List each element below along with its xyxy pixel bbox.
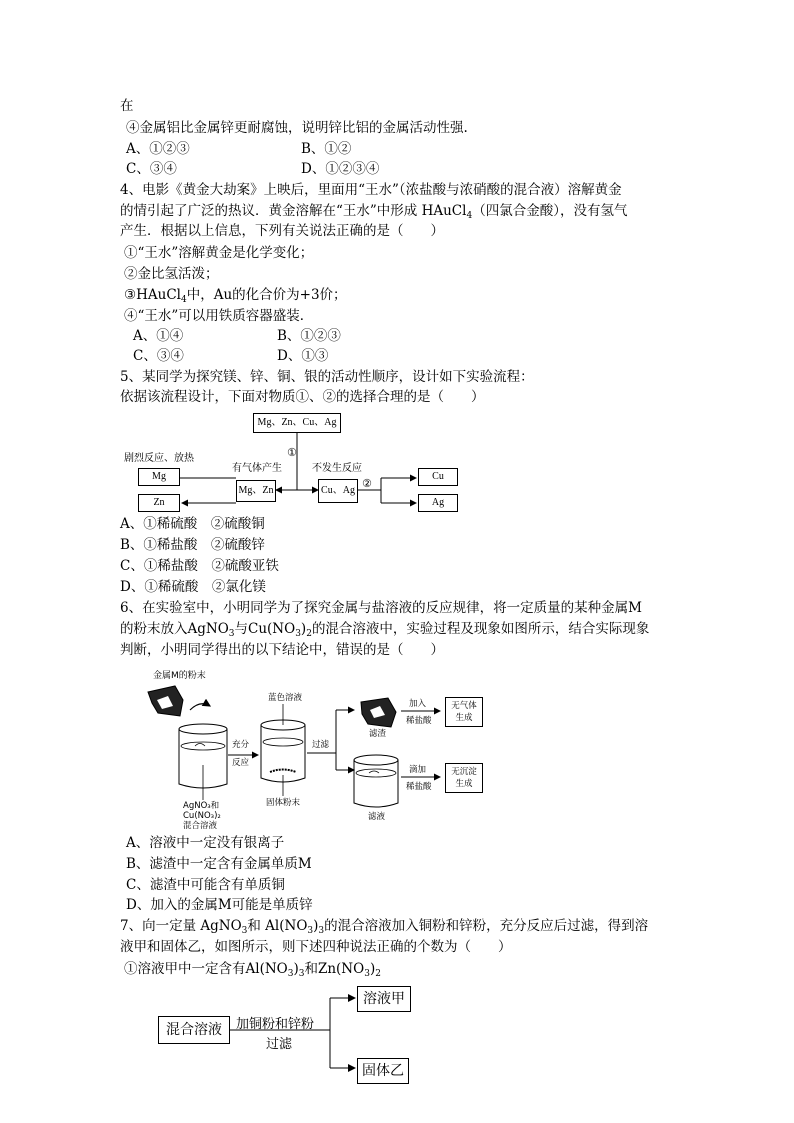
q6-label-mix-2: Cu(NO₃)₂ (183, 811, 221, 821)
q6-option-d: D、加入的金属M可能是单质锌 (126, 897, 313, 913)
q6-label-blue: 蓝色溶液 (268, 693, 303, 703)
q4-option-d: D、①③ (277, 348, 329, 364)
q4-option-c: C、③④ (133, 348, 184, 364)
q6-label-residue: 滤渣 (369, 729, 387, 739)
q6-label-drop-2: 稀盐酸 (406, 782, 432, 792)
q5-line-1: 5、某同学为探究镁、锌、铜、银的活动性顺序，设计如下实验流程： (120, 369, 534, 385)
q5-mark-1: ① (287, 446, 297, 459)
q3-option-b: B、①② (301, 141, 352, 157)
q6-label-solid: 固体粉末 (266, 798, 301, 808)
q6-label-react-2: 反应 (232, 758, 250, 768)
q6-label-filter: 过滤 (312, 740, 330, 750)
q6-option-c: C、滤渣中可能含有单质铜 (126, 877, 285, 893)
q5-box-cuag: Cu、Ag (318, 479, 358, 503)
q5-line-2: 依据该流程设计，下面对物质①、②的选择合理的是（ ） (120, 389, 485, 405)
q6-line-2: 的粉末放入AgNO$_3$与$Cu(NO_3)_2$的混合溶液中，实验过程及现象如图所示，结合实际现象 (120, 621, 650, 639)
q6-box-nogas: 无气体 生成 (445, 697, 483, 727)
q4-line-3: 产生．根据以上信息，下列有关说法正确的是（ ） (120, 223, 444, 239)
q5-box-top: Mg、Zn、Cu、Ag (253, 413, 341, 433)
q5-option-b: B、①稀盐酸 ②硫酸锌 (120, 537, 265, 553)
q6-label-mix-1: AgNO₃和 (183, 801, 220, 811)
q3-line-top: 在 (120, 98, 134, 114)
q5-box-mgzn: Mg、Zn (236, 480, 276, 502)
q5-label-noreact: 不发生反应 (312, 463, 362, 474)
q6-label-add-hcl-1: 加入 (409, 699, 427, 709)
q7-box-solid: 固体乙 (357, 1058, 409, 1084)
q6-label-react-1: 充分 (232, 740, 250, 750)
q4-option-a: A、①④ (133, 328, 184, 344)
q5-label-gas: 有气体产生 (232, 463, 282, 474)
q4-option-b: B、①②③ (277, 328, 341, 344)
q6-line-3: 判断，小明同学得出的以下结论中，错误的是（ ） (120, 642, 444, 658)
q6-line-1: 6、在实验室中，小明同学为了探究金属与盐溶液的反应规律，将一定质量的某种金属M (120, 600, 642, 616)
q4-line-1: 4、电影《黄金大劫案》上映后，里面用“王水”（浓盐酸与浓硝酸的混合液）溶解黄金 (120, 182, 622, 198)
q4-line-2: 的情引起了广泛的热议．黄金溶解在“王水”中形成 HAuCl$_4$（四氯合金酸），没有氢气 (120, 203, 628, 221)
q6-label-powder: 金属M的粉末 (153, 671, 206, 681)
q5-box-mg: Mg (138, 468, 180, 486)
q5-option-c: C、①稀盐酸 ②硫酸亚铁 (120, 558, 279, 574)
q4-statement-4: ④“王水”可以用铁质容器盛装． (124, 308, 314, 324)
q6-label-mix-3: 混合溶液 (183, 821, 218, 831)
q3-option-d: D、①②③④ (301, 161, 380, 177)
q7-label-filter: 过滤 (266, 1037, 293, 1052)
q6-option-b: B、滤渣中一定含有金属单质M (126, 856, 312, 872)
q6-label-drop-1: 滴加 (409, 765, 427, 775)
q4-statement-1: ①“王水”溶解黄金是化学变化； (124, 245, 314, 261)
q5-box-cu: Cu (418, 468, 458, 486)
q7-line-2: 液甲和固体乙，如图所示，则下述四种说法正确的个数为（ ） (120, 939, 512, 955)
q3-statement-4: ④金属铝比金属锌更耐腐蚀，说明锌比铝的金属活动性强. (126, 120, 468, 136)
q5-option-a: A、①稀硫酸 ②硫酸铜 (120, 516, 265, 532)
q7-line-1: 7、向一定量 AgNO$_3$和 $Al(NO_3)_3$的混合溶液加入铜粉和锌粉，充分反应后过滤，得到溶 (120, 918, 649, 936)
q3-option-c: C、③④ (126, 161, 177, 177)
q4-statement-3: ③HAuCl$_4$中，Au的化合价为+3价； (124, 287, 347, 305)
q6-label-filtrate: 滤液 (368, 812, 386, 822)
q7-box-solution: 溶液甲 (357, 986, 411, 1012)
q4-statement-2: ②金比氢活泼； (124, 266, 219, 282)
q7-box-mix: 混合溶液 (158, 1016, 230, 1044)
q5-option-d: D、①稀硫酸 ②氯化镁 (120, 579, 266, 595)
q7-statement-1: ①溶液甲中一定含有$Al(NO_3)_3$和$Zn(NO_3)_2$ (124, 961, 381, 979)
q6-box-noppt: 无沉淀 生成 (445, 763, 483, 793)
q3-option-a: A、①②③ (126, 141, 190, 157)
q7-label-add: 加铜粉和锌粉 (236, 1017, 315, 1032)
q5-box-zn: Zn (138, 494, 180, 512)
q5-label-violent: 剧烈反应、放热 (124, 453, 194, 464)
q5-box-ag: Ag (418, 494, 458, 512)
q6-label-add-hcl-2: 稀盐酸 (406, 716, 432, 726)
q5-mark-2: ② (362, 477, 372, 490)
q6-option-a: A、溶液中一定没有银离子 (126, 835, 285, 851)
